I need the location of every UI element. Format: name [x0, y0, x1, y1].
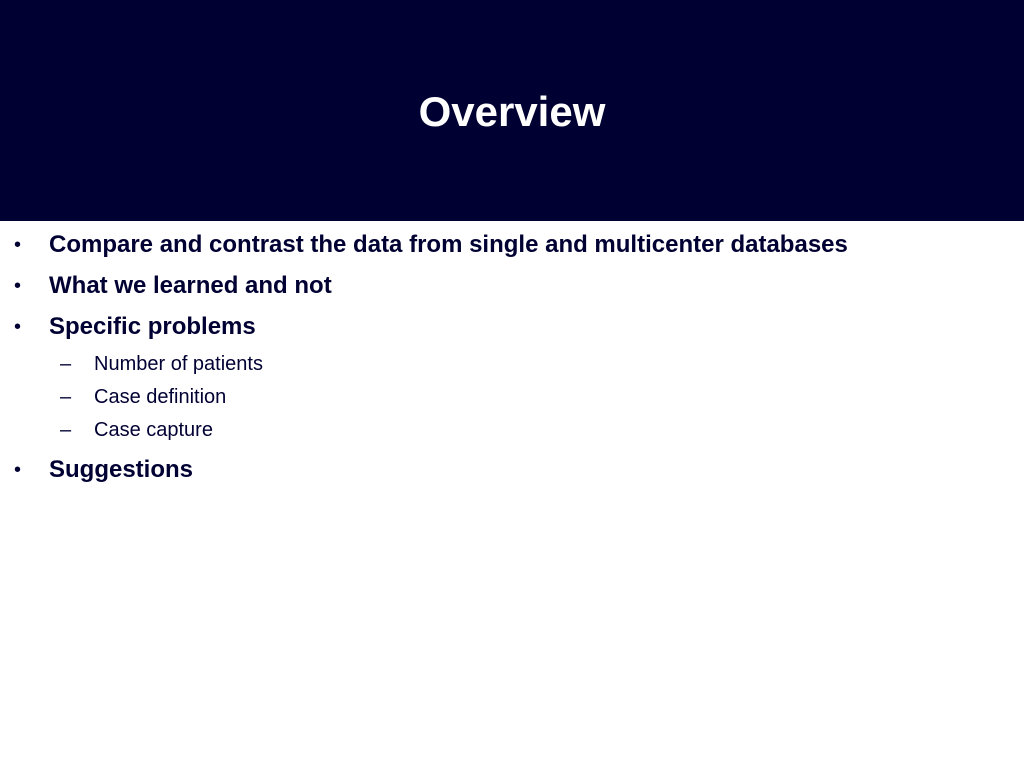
- sub-bullet-marker: –: [60, 353, 72, 375]
- bullet-item: [0, 308, 1024, 349]
- bullet-marker: •: [14, 275, 22, 297]
- bullet-text: Specific problems: [49, 313, 256, 340]
- sub-bullet-text: Number of patients: [94, 353, 263, 375]
- bullet-text: Compare and contrast the data from single and multicenter databases: [49, 231, 848, 258]
- sub-bullet-item: [0, 382, 1024, 415]
- sub-bullet-text: Case capture: [94, 419, 213, 441]
- bullet-text: What we learned and not: [49, 272, 332, 299]
- sub-bullet-list: [0, 349, 1024, 448]
- bullet-marker: •: [14, 459, 22, 481]
- bullet-marker: •: [14, 316, 22, 338]
- sub-bullet-item: [0, 349, 1024, 382]
- bullet-list: [0, 226, 1024, 492]
- sub-bullet-marker: –: [60, 386, 72, 408]
- slide-title: Overview: [418, 88, 606, 135]
- bullet-item: [0, 267, 1024, 308]
- bullet-item: [0, 226, 1024, 267]
- sub-bullet-item: [0, 415, 1024, 448]
- bullet-marker: •: [14, 234, 22, 256]
- sub-bullet-marker: –: [60, 419, 72, 441]
- bullet-text: Suggestions: [49, 456, 194, 483]
- title-banner: [0, 0, 1024, 221]
- bullet-item: [0, 451, 1024, 492]
- sub-bullet-text: Case definition: [94, 386, 227, 408]
